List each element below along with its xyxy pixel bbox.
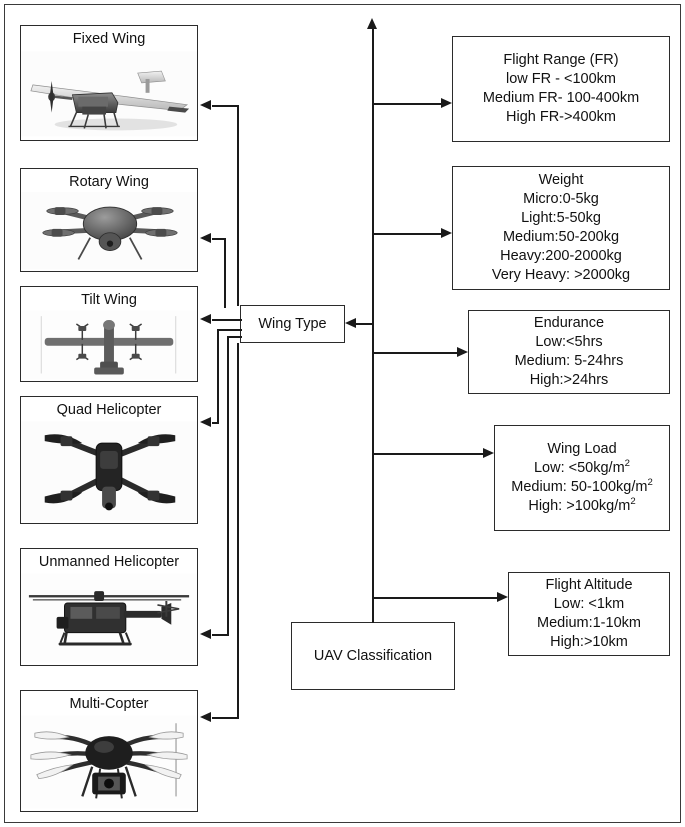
- uav-classification-label: UAV Classification: [313, 647, 433, 664]
- arrowhead-rotary-wing: [200, 233, 211, 243]
- attribute-box-wing-load[interactable]: [494, 425, 670, 531]
- attribute-line: High FR->400km: [506, 109, 616, 126]
- arrowhead-quad-helicopter: [200, 417, 211, 427]
- main-trunk-arrowhead-up: [367, 18, 377, 29]
- attribute-heading: Weight: [538, 171, 584, 188]
- attribute-line: High: $>100kg/m^2$: [528, 496, 636, 515]
- multi-copter-photo: [21, 713, 197, 811]
- attribute-line: Low: $<50kg/m^2$: [533, 458, 630, 476]
- uav-type-label: Tilt Wing: [81, 292, 137, 308]
- attribute-box-endurance[interactable]: [468, 310, 670, 394]
- attribute-line: Heavy:200-2000kg: [500, 248, 622, 265]
- arrowhead-unmanned-helicopter: [200, 629, 211, 639]
- attribute-line: Low: <1km: [553, 595, 625, 612]
- uav-type-label: Unmanned Helicopter: [38, 554, 180, 570]
- arrowhead-flight-altitude: [497, 592, 508, 602]
- connector-rotary-wing: [212, 238, 226, 240]
- uav-type-label: Multi-Copter: [69, 696, 149, 712]
- uav-type-label: Quad Helicopter: [56, 402, 162, 418]
- uav-classification-node[interactable]: [291, 622, 455, 690]
- attribute-line: Low:<5hrs: [535, 333, 603, 350]
- attribute-box-flight-altitude[interactable]: [508, 572, 670, 656]
- arrowhead-tilt-wing: [200, 314, 211, 324]
- bus-line-quad-helicopter: [217, 329, 219, 424]
- quad-helicopter-photo: [21, 419, 197, 523]
- uav-type-card-multi-copter[interactable]: [20, 690, 198, 812]
- connector-endurance: [372, 352, 462, 354]
- bus-line-unmanned-helicopter: [227, 336, 229, 636]
- attribute-line: High:>10km: [550, 634, 628, 651]
- attribute-line: Micro:0-5kg: [523, 190, 599, 207]
- attribute-line: low FR - <100km: [506, 70, 616, 87]
- attribute-line: Light:5-50kg: [521, 209, 601, 226]
- connector-flight-altitude: [372, 597, 502, 599]
- connector-weight: [372, 233, 446, 235]
- connector-multi-copter: [212, 717, 239, 719]
- fixed-wing-uav-photo: [21, 48, 197, 140]
- tilt-wing-uav-photo: [21, 309, 197, 381]
- bus-stub-unmanned-helicopter: [227, 336, 242, 338]
- connector-wing-load: [372, 453, 488, 455]
- bus-line-multi-copter: [237, 343, 239, 719]
- connector-fixed-wing: [212, 105, 239, 107]
- uav-type-label: Fixed Wing: [72, 31, 146, 47]
- attribute-heading: Endurance: [533, 314, 605, 331]
- uav-type-card-fixed-wing[interactable]: [20, 25, 198, 141]
- connector-wing-type: [355, 323, 373, 325]
- arrowhead-multi-copter: [200, 712, 211, 722]
- uav-type-card-rotary-wing[interactable]: [20, 168, 198, 272]
- arrowhead-fixed-wing: [200, 100, 211, 110]
- attribute-box-weight[interactable]: [452, 166, 670, 290]
- arrowhead-wing-load: [483, 448, 494, 458]
- bus-line-rotary-wing: [224, 238, 226, 308]
- uav-type-card-unmanned-helicopter[interactable]: [20, 548, 198, 666]
- attribute-heading: Flight Range (FR): [503, 51, 619, 68]
- connector-quad-helicopter: [212, 422, 219, 424]
- arrowhead-weight: [441, 228, 452, 238]
- wing-type-label: Wing Type: [258, 315, 327, 332]
- attribute-line: Medium FR- 100-400km: [482, 90, 640, 106]
- bus-stub-quad-helicopter: [217, 329, 242, 331]
- uav-type-label: Rotary Wing: [69, 174, 149, 190]
- attribute-box-flight-range[interactable]: [452, 36, 670, 142]
- bus-line-fixed-wing: [237, 105, 239, 306]
- arrowhead-wing-type: [345, 318, 356, 328]
- arrowhead-endurance: [457, 347, 468, 357]
- attribute-heading: Flight Altitude: [545, 576, 633, 593]
- connector-flight-range: [372, 103, 446, 105]
- connector-unmanned-helicopter: [212, 634, 229, 636]
- attribute-line: Medium: 5-24hrs: [514, 353, 624, 369]
- uav-type-card-tilt-wing[interactable]: [20, 286, 198, 382]
- attribute-line: Medium: $50-100kg/m^2$: [511, 477, 653, 495]
- attribute-heading: Wing Load: [547, 440, 617, 457]
- attribute-line: Very Heavy: >2000kg: [491, 267, 631, 284]
- attribute-line: Medium:50-200kg: [502, 229, 620, 245]
- attribute-line: Medium:1-10km: [537, 615, 641, 631]
- wing-type-node[interactable]: [240, 305, 345, 343]
- arrowhead-flight-range: [441, 98, 452, 108]
- uav-type-card-quad-helicopter[interactable]: [20, 396, 198, 524]
- main-trunk-line: [372, 28, 374, 623]
- rotary-wing-uav-photo: [21, 191, 197, 271]
- unmanned-helicopter-photo: [21, 571, 197, 665]
- attribute-line: High:>24hrs: [529, 372, 609, 389]
- connector-tilt-wing: [212, 319, 242, 321]
